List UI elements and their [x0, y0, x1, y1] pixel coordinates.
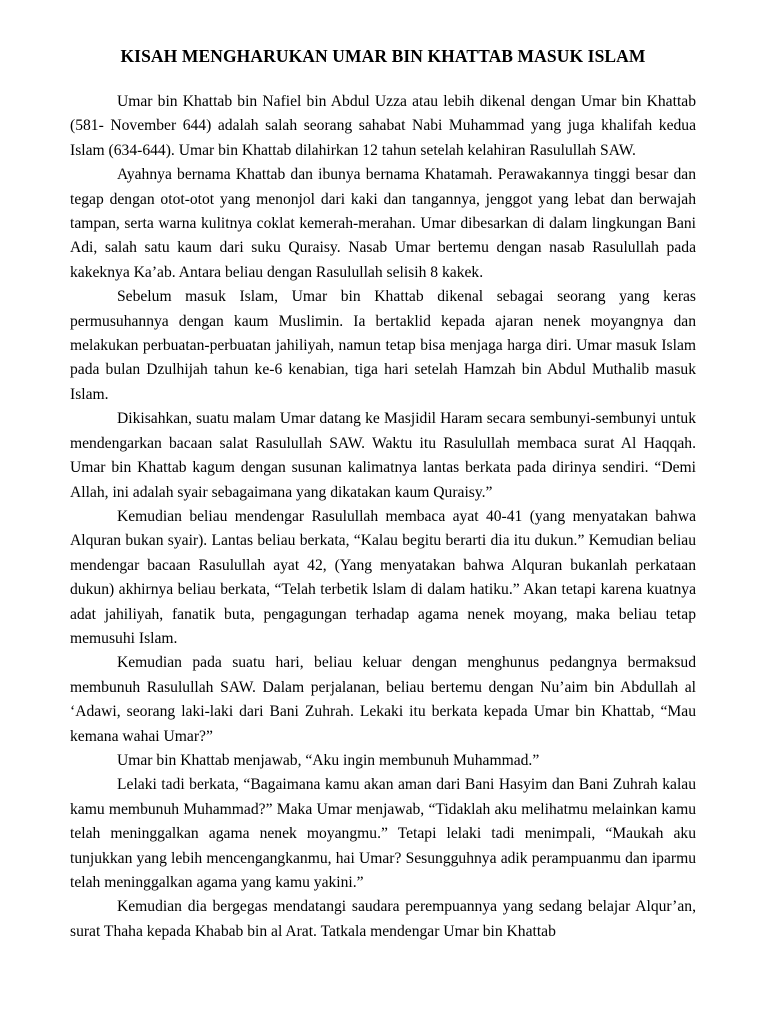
- paragraph-5: Kemudian beliau mendengar Rasulullah membaca ayat 40-41 (yang menyatakan bahwa Alquran bukan syair). Lantas beliau berkata, “Kalau begitu berarti dia itu dukun.” Kemudian beliau mendengar bacaan Rasulullah ayat 42, (Yang menyatakan bahwa Alquran bukanlah perkataan dukun) akhirnya beliau berkata, “Telah terbetik lslam di dalam hatiku.” Akan tetapi karena kuatnya adat jahiliyah, fanatik buta, pengagungan terhadap agama nenek moyang, maka beliau tetap memusuhi Islam.: [70, 507, 696, 647]
- paragraph-1: Umar bin Khattab bin Nafiel bin Abdul Uzza atau lebih dikenal dengan Umar bin Khattab (581- November 644) adalah salah seorang sahabat Nabi Muhammad yang juga khalifah kedua Islam (634-644). Umar bin Khattab dilahirkan 12 tahun setelah kelahiran Rasulullah SAW.: [70, 93, 696, 159]
- paragraph-2: Ayahnya bernama Khattab dan ibunya bernama Khatamah. Perawakannya tinggi besar dan tegap dengan otot-otot yang menonjol dari kaki dan tangannya, jenggot yang lebat dan berwajah tampan, serta warna kulitnya coklat kemerah-merahan. Umar dibesarkan di dalam lingkungan Bani Adi, salah satu kaum dari suku Quraisy. Nasab Umar bertemu dengan nasab Rasulullah pada kakeknya Ka’ab. Antara beliau dengan Rasulullah selisih 8 kakek.: [70, 166, 696, 281]
- document-title: KISAH MENGHARUKAN UMAR BIN KHATTAB MASUK ISLAM: [120, 46, 646, 66]
- paragraph-3: Sebelum masuk Islam, Umar bin Khattab dikenal sebagai seorang yang keras permusuhannya dengan kaum Muslimin. Ia bertaklid kepada ajaran nenek moyangnya dan melakukan perbuatan-perbuatan jahiliyah, namun tetap bisa menjaga harga diri. Umar masuk Islam pada bulan Dzulhijah tahun ke-6 kenabian, tiga hari setelah Hamzah bin Abdul Muthalib masuk Islam.: [70, 288, 696, 403]
- paragraph-8: Lelaki tadi berkata, “Bagaimana kamu akan aman dari Bani Hasyim dan Bani Zuhrah kalau kamu membunuh Muhammad?” Maka Umar menjawab, “Tidaklah aku melihatmu melainkan kamu telah meninggalkan agama nenek moyangmu.” Tetapi lelaki tadi menimpali, “Maukah aku tunjukkan yang lebih mencengangkanmu, hai Umar? Sesungguhnya adik perampuanmu dan iparmu telah meninggalkan agama yang kamu yakini.”: [70, 776, 696, 891]
- paragraph-6: Kemudian pada suatu hari, beliau keluar dengan menghunus pedangnya bermaksud membunuh Rasulullah SAW. Dalam perjalanan, beliau bertemu dengan Nu’aim bin Abdullah al ‘Adawi, seorang laki-laki dari Bani Zuhrah. Lekaki itu berkata kepada Umar bin Khattab, “Mau kemana wahai Umar?”: [70, 654, 696, 745]
- paragraph-9: Kemudian dia bergegas mendatangi saudara perempuannya yang sedang belajar Alqur’an, surat Thaha kepada Khabab bin al Arat. Tatkala mendengar Umar bin Khattab: [70, 898, 696, 940]
- paragraph-7: Umar bin Khattab menjawab, “Aku ingin membunuh Muhammad.”: [117, 751, 540, 769]
- paragraph-4: Dikisahkan, suatu malam Umar datang ke Masjidil Haram secara sembunyi-sembunyi untuk mendengarkan bacaan salat Rasulullah SAW. Waktu itu Rasulullah membaca surat Al Haqqah. Umar bin Khattab kagum dengan susunan kalimatnya lantas berkata pada dirinya sendiri. “Demi Allah, ini adalah syair sebagaimana yang dikatakan kaum Quraisy.”: [70, 410, 696, 501]
